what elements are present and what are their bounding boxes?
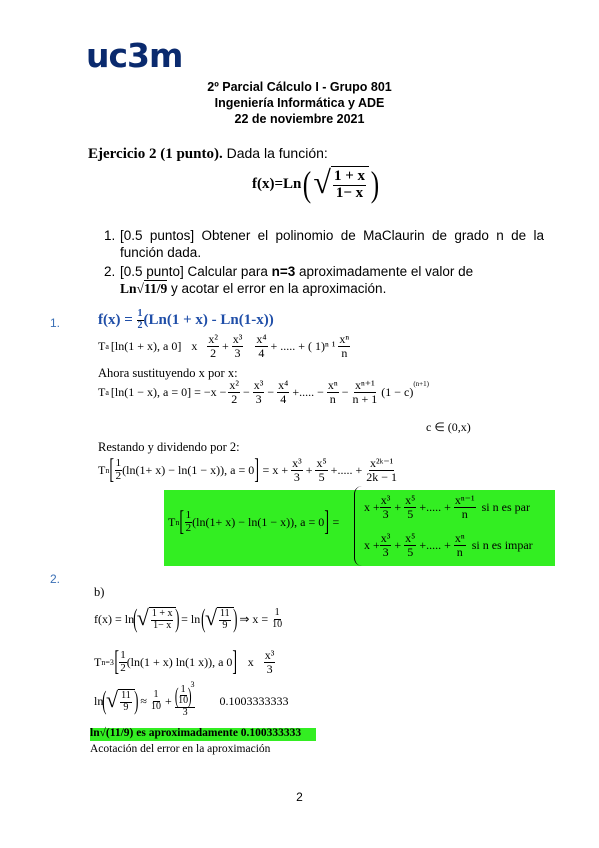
half-den: 2 [137, 319, 143, 331]
error-bound-text: Acotación del error en la aproximación [90, 743, 271, 755]
question-text: [0.5 puntos] Obtener el polinomio de MaClaurin de grado n de la función dada. [120, 228, 544, 260]
remainder-exponent: (n+1) [413, 380, 429, 389]
case-odd-label: si n es impar [471, 537, 533, 552]
part-b-label: b) [94, 585, 105, 599]
t-label: T [98, 384, 106, 399]
implies: ⇒ x = [239, 611, 269, 626]
solution-1-number: 1. [50, 316, 61, 330]
maclaurin-ln-1-plus-x: T a [ln(1 + x), a 0] x $\frac{\text{x²}}{2}$ + $\frac{\text{x³}}{3}$ $\frac{\text{x⁴}}{4}$ + ..... + ( 1)ⁿ ¹ $\frac{\text{xⁿ}}{n}$ [98, 332, 350, 360]
case-even: x + $\frac{\text{x³}}{3}$ + $\frac{\text{x⁵}}{5}$ +..... + $\frac{\text{xⁿ⁻¹}}{n}$ si n es par [364, 493, 530, 521]
fx-label: f(x) = [98, 311, 133, 328]
radical-sign: √ [313, 164, 331, 201]
term-num: x²ᵏ⁻¹ [369, 455, 394, 470]
exercise-heading [88, 145, 328, 163]
t-subscript: n [175, 517, 180, 527]
term-den: 4 [258, 345, 265, 360]
t-subscript: n [105, 465, 110, 475]
rhs-start: = x + [262, 462, 289, 477]
result-text: ln√(11/9) es aproximadamente 0.100333333 [90, 727, 302, 739]
header-course-line: 2º Parcial Cálculo I - Grupo 801 [207, 80, 392, 94]
term-den: n + 1 [352, 391, 378, 406]
q2-text-mid: aproximadamente el valor de [299, 264, 474, 279]
right-paren: ) [370, 164, 380, 204]
function-lhs: f(x)=Ln [252, 175, 302, 192]
question-text [120, 263, 473, 297]
term-num: xⁿ [454, 531, 465, 545]
term-num: x³ [253, 378, 264, 392]
t-argument: (ln(1+ x) − ln(1 − x)), a = 0 [192, 514, 325, 529]
t-subscript: a [105, 341, 109, 351]
term-den: n [341, 345, 348, 360]
exercise-title: Ejercicio 2 (1 punto). [88, 146, 223, 162]
taylor-n3: T n=3 [ $\frac{1}{2}$ (ln(1 + x) ln(1 x)), a 0 ] x $\frac{\text{x³}}{3}$ [94, 646, 275, 677]
approx-value: 0.1003333333 [219, 693, 289, 708]
remainder: (1 − c) [381, 384, 414, 399]
question-item [104, 227, 544, 261]
header-date-line: 22 de noviembre 2021 [234, 112, 365, 126]
term-den: 3 [266, 661, 273, 676]
function-denominator: 1− x [335, 185, 364, 201]
solution-2-number: 2. [50, 572, 61, 586]
q2-ln: Ln [120, 281, 137, 296]
case-even-label: si n es par [481, 499, 530, 514]
rad-num: 1 + x [151, 608, 173, 619]
x-num: 1 [274, 607, 280, 618]
t-argument: [ln(1 − x), a = 0] = −x − [110, 384, 227, 399]
approx-num: 1 [153, 689, 159, 701]
q2-sqrt-sign: √ [136, 281, 144, 296]
term-den: 2 [231, 391, 238, 406]
term-den: 3 [293, 469, 300, 484]
rad-num: 11 [121, 690, 131, 702]
rad-num: 11 [220, 608, 230, 619]
c-range: c ∈ (0,x) [426, 420, 471, 434]
term-num: xⁿ⁻¹ [454, 493, 475, 507]
q2-n-value: n=3 [271, 264, 296, 279]
rad-den: 9 [222, 619, 228, 631]
series-dots: +..... + [330, 462, 363, 477]
q2-text-pre: [0.5 punto] Calcular para [120, 264, 268, 279]
question-number: 2. [104, 264, 116, 279]
term-num: x² [229, 378, 239, 392]
rhs-x: x [247, 654, 254, 669]
term-num: xⁿ⁺¹ [355, 378, 375, 392]
first-term: x [191, 338, 198, 353]
term-den: n [456, 544, 463, 559]
half-num: 1 [137, 308, 143, 319]
main-function [252, 166, 381, 202]
fx-rest: (Ln(1 + x) - Ln(1-x)) [143, 311, 274, 328]
outer-den: 3 [182, 707, 188, 719]
term-den: 3 [234, 345, 241, 360]
fx-substitution: f(x) = ln ( √ $\frac{1 + x}{1- x}$ ) = ln ( √ $\frac{11}{9}$ ) ⇒ x = $\frac{1}{10}$ [94, 604, 283, 633]
inner-num: 1 [180, 683, 186, 695]
header-degree-line: Ingeniería Informática y ADE [214, 96, 385, 110]
approx-den: 10 [151, 700, 161, 712]
rad-den: 1− x [153, 619, 172, 631]
term-num: x⁴ [278, 378, 289, 392]
case-odd: x + $\frac{\text{x³}}{3}$ + $\frac{\text{x⁵}}{5}$ +..... + $\frac{\text{xⁿ}}{n}$ si n es impar [364, 531, 533, 559]
fx-mid: = ln [181, 611, 201, 626]
function-numerator: 1 + x [333, 168, 366, 185]
term-num: x² [208, 332, 218, 346]
inner-den: 10 [178, 695, 189, 707]
t-label: T [98, 338, 106, 353]
t-subscript: a [105, 387, 109, 397]
maclaurin-combined: T n [ $\frac{1}{2}$ (ln(1+ x) − ln(1 − x)), a = 0 ] = x + $\frac{\text{x³}}{3}$ + $\frac{\text{x⁵}}{5}$ +..... + $\frac{\text{x²ᵏ⁻¹}}{2k - 1}$ [98, 454, 397, 485]
case-brace [354, 486, 362, 566]
rad-den: 9 [123, 701, 129, 713]
uc3m-logo: uc3m [86, 36, 183, 75]
term-num: xⁿ [339, 332, 350, 346]
approximation-line: ln ( √ $\frac{11}{9}$ ) ≈ $\frac{1}{10}$ + ( $\frac{1}{10}$ ) 3 3 0.1003333333 [94, 680, 289, 719]
term-num: x⁵ [316, 455, 327, 470]
t-subscript: n=3 [101, 657, 114, 667]
q2-ln-radicand: 11/9 [143, 281, 168, 296]
term-num: x³ [264, 647, 275, 662]
term-num: x³ [232, 332, 243, 346]
term-num: xⁿ [327, 378, 338, 392]
term-den: 3 [255, 391, 262, 406]
question-number: 1. [104, 228, 116, 243]
solution-1-fx [98, 309, 274, 331]
term-den: 5 [318, 469, 325, 484]
substitution-text: Ahora sustituyendo x por x: [98, 366, 238, 380]
left-paren: ( [303, 164, 312, 204]
boxed-lhs: T n [ $\frac{1}{2}$ (ln(1+ x) − ln(1 − x)), a = 0 ] = [168, 506, 340, 537]
ln-label: ln [94, 693, 104, 708]
restando-text: Restando y dividendo por 2: [98, 440, 240, 454]
t-argument: [ln(1 + x), a 0] [110, 338, 182, 353]
fx-lhs: f(x) = ln [94, 611, 135, 626]
inner-exp: 3 [190, 680, 195, 690]
x-den: 10 [272, 618, 283, 630]
t-argument: (ln(1 + x) ln(1 x)), a 0 [126, 654, 233, 669]
page-number: 2 [296, 790, 303, 804]
term-den: n [461, 506, 468, 521]
question-item [104, 263, 544, 297]
function-sqrt [313, 166, 369, 202]
term-den: 2 [210, 345, 217, 360]
maclaurin-ln-1-minus-x: T a [ln(1 − x), a = 0] = −x − $\frac{\text{x²}}{2}$ − $\frac{\text{x³}}{3}$ − $\frac{\text{x⁴}}{4}$ +..... − $\frac{\text{xⁿ}}{n}$ − $\frac{\text{xⁿ⁺¹}}{n + 1}$ (1 − c) (n+1) [98, 378, 429, 406]
exercise-intro: Dada la función: [226, 145, 328, 161]
q2-text-post: y acotar el error en la aproximación. [170, 281, 387, 296]
term-den: 2k − 1 [366, 469, 397, 484]
t-argument: (ln(1+ x) − ln(1 − x)), a = 0 [122, 462, 255, 477]
term-num: x⁴ [256, 332, 267, 346]
question-list [104, 227, 544, 299]
series-tail: + ..... + ( 1)ⁿ ¹ [270, 338, 336, 353]
term-num: x³ [292, 455, 302, 470]
term-den: 4 [280, 391, 287, 406]
series-dots: +..... − [292, 384, 324, 399]
term-den: n [329, 391, 336, 406]
